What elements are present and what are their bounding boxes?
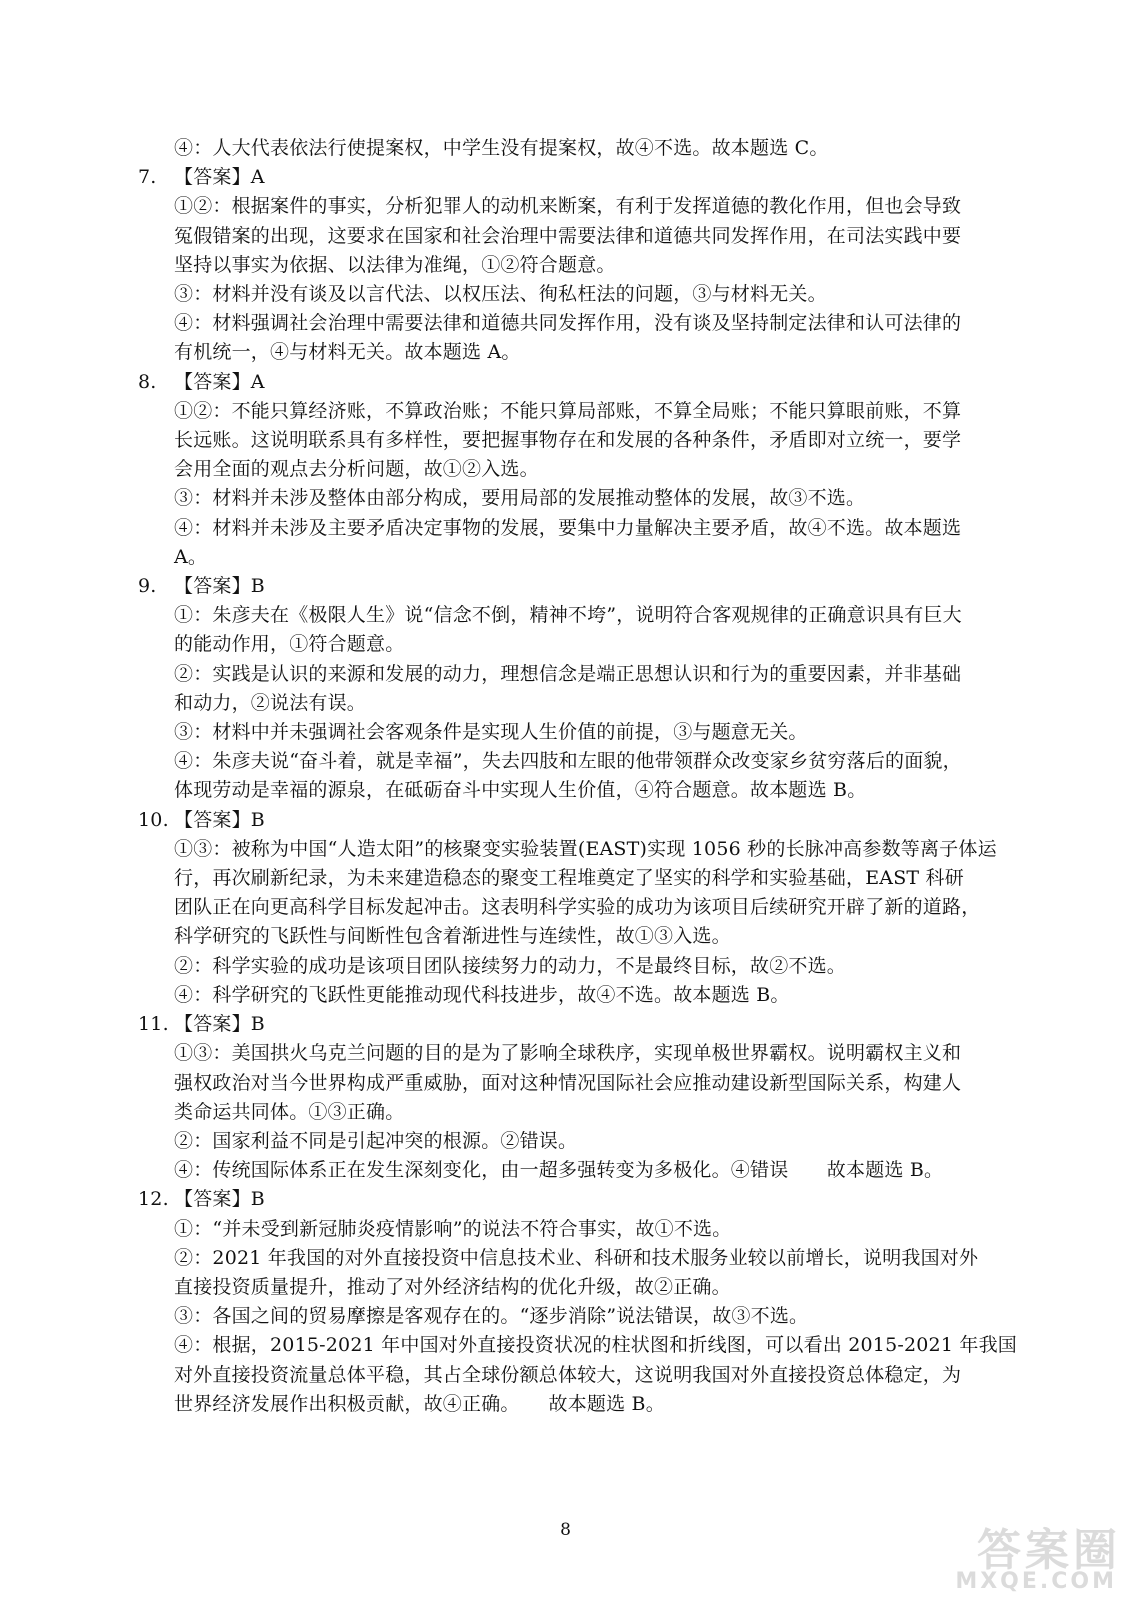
explanation-line: 体现劳动是幸福的源泉，在砥砺奋斗中实现人生价值，④符合题意。故本题选 B。 [174,779,867,802]
answer-label: 【答案】A [174,370,265,393]
question-number: 11. [138,1013,169,1036]
question-answer-header [138,806,998,835]
explanation-line: 团队正在向更高科学目标发起冲击。这表明科学实验的成功为该项目后续研究开辟了新的道路， [174,896,981,919]
question-answer-header [138,163,998,192]
answer-label: 【答案】B [174,808,265,831]
explanation-line: ④：科学研究的飞跃性更能推动现代科技进步，故④不选。故本题选 B。 [174,983,790,1006]
explanation-line: 直接投资质量提升，推动了对外经济结构的优化升级，故②正确。 [174,1275,731,1298]
watermark-logo [901,1514,1121,1594]
explanation-line: 对外直接投资流量总体平稳，其占全球份额总体较大，这说明我国对外直接投资总体稳定，为 [174,1363,962,1386]
answer-label: 【答案】B [174,575,265,598]
explanation-line: ④：材料强调社会治理中需要法律和道德共同发挥作用，没有谈及坚持制定法律和认可法律的 [174,312,962,335]
explanation-line: ④：传统国际体系正在发生深刻变化，由一超多强转变为多极化。④错误 故本题选 B。 [174,1159,944,1182]
question-number: 7. [138,166,157,189]
explanation-line: 行，再次刷新纪录，为未来建造稳态的聚变工程堆奠定了坚实的科学和实验基础，EAST 科研 [174,867,964,890]
explanation-line: 有机统一，④与材料无关。故本题选 A。 [174,341,521,364]
explanation-line: ②：国家利益不同是引起冲突的根源。②错误。 [174,1129,578,1152]
explanation-line: ④：根据，2015-2021 年中国对外直接投资状况的柱状图和折线图，可以看出 2015-2021 年我国 [174,1334,1017,1357]
watermark-url: MXQE.COM [955,1569,1117,1594]
answer-label: 【答案】A [174,166,265,189]
question-answer-header [138,572,998,601]
answer-explanations [138,134,1017,1419]
answer-label: 【答案】B [174,1188,265,1211]
question-number: 9. [138,575,157,598]
explanation-line: A。 [174,545,208,568]
explanation-line: ③：材料并未涉及整体由部分构成，要用局部的发展推动整体的发展，故③不选。 [174,487,866,510]
explanation-line: 和动力，②说法有误。 [174,691,367,714]
explanation-line: ①②：根据案件的事实，分析犯罪人的动机来断案，有利于发挥道德的教化作用，但也会导致 [174,195,962,218]
question-number: 10. [138,808,169,831]
question-number: 8. [138,370,157,393]
explanation-line: 长远账。这说明联系具有多样性，要把握事物存在和发展的各种条件，矛盾即对立统一，要学 [174,429,962,452]
explanation-line: ④：材料并未涉及主要矛盾决定事物的发展，要集中力量解决主要矛盾，故④不选。故本题选 [174,516,962,539]
explanation-line: 强权政治对当今世界构成严重威胁，面对这种情况国际社会应推动建设新型国际关系，构建人 [174,1071,962,1094]
explanation-line: ①③：美国拱火乌克兰问题的目的是为了影响全球秩序，实现单极世界霸权。说明霸权主义和 [174,1042,962,1065]
explanation-line: ③：材料并没有谈及以言代法、以权压法、徇私枉法的问题，③与材料无关。 [174,283,827,306]
page-number: 8 [560,1520,571,1540]
explanation-line: ④：人大代表依法行使提案权，中学生没有提案权，故④不选。故本题选 C。 [174,137,829,159]
explanation-line: ①②：不能只算经济账，不算政治账；不能只算局部账，不算全局账；不能只算眼前账，不算 [174,399,962,422]
explanation-line: ③：各国之间的贸易摩擦是客观存在的。“逐步消除”说法错误，故③不选。 [174,1305,809,1328]
explanation-line: 科学研究的飞跃性与间断性包含着渐进性与连续性，故①③入选。 [174,925,731,948]
explanation-line: ①③：被称为中国“人造太阳”的核聚变实验装置(EAST)实现 1056 秒的长脉冲高参数等离子体运 [174,837,997,860]
explanation-line: ④：朱彦夫说“奋斗着，就是幸福”，失去四肢和左眼的他带领群众改变家乡贫穷落后的面貌， [174,750,962,773]
explanation-line: 世界经济发展作出积极贡献，故④正确。 故本题选 B。 [174,1392,665,1415]
explanation-line: 的能动作用，①符合题意。 [174,633,405,656]
explanation-line: 会用全面的观点去分析问题，故①②入选。 [174,458,539,481]
answer-label: 【答案】B [174,1013,265,1036]
question-answer-header [138,1010,998,1039]
explanation-line: 坚持以事实为依据、以法律为准绳，①②符合题意。 [174,253,616,276]
question-answer-header [138,1185,998,1214]
explanation-line: ②：实践是认识的来源和发展的动力，理想信念是端正思想认识和行为的重要因素，并非基础 [174,662,962,685]
explanation-line: ①：朱彦夫在《极限人生》说“信念不倒，精神不垮”，说明符合客观规律的正确意识具有巨大 [174,604,962,627]
explanation-line: ②：2021 年我国的对外直接投资中信息技术业、科研和技术服务业较以前增长，说明我国对外 [174,1246,979,1269]
question-number: 12. [138,1188,169,1211]
question-answer-header [138,368,998,397]
explanation-line: ①：“并未受到新冠肺炎疫情影响”的说法不符合事实，故①不选。 [174,1217,732,1240]
explanation-line: 冤假错案的出现，这要求在国家和社会治理中需要法律和道德共同发挥作用，在司法实践中要 [174,224,962,247]
watermark-title: 答案圈 [977,1525,1121,1576]
explanation-line: ②：科学实验的成功是该项目团队接续努力的动力，不是最终目标，故②不选。 [174,954,847,977]
explanation-line: 类命运共同体。①③正确。 [174,1100,405,1123]
explanation-line: ③：材料中并未强调社会客观条件是实现人生价值的前提，③与题意无关。 [174,721,808,744]
